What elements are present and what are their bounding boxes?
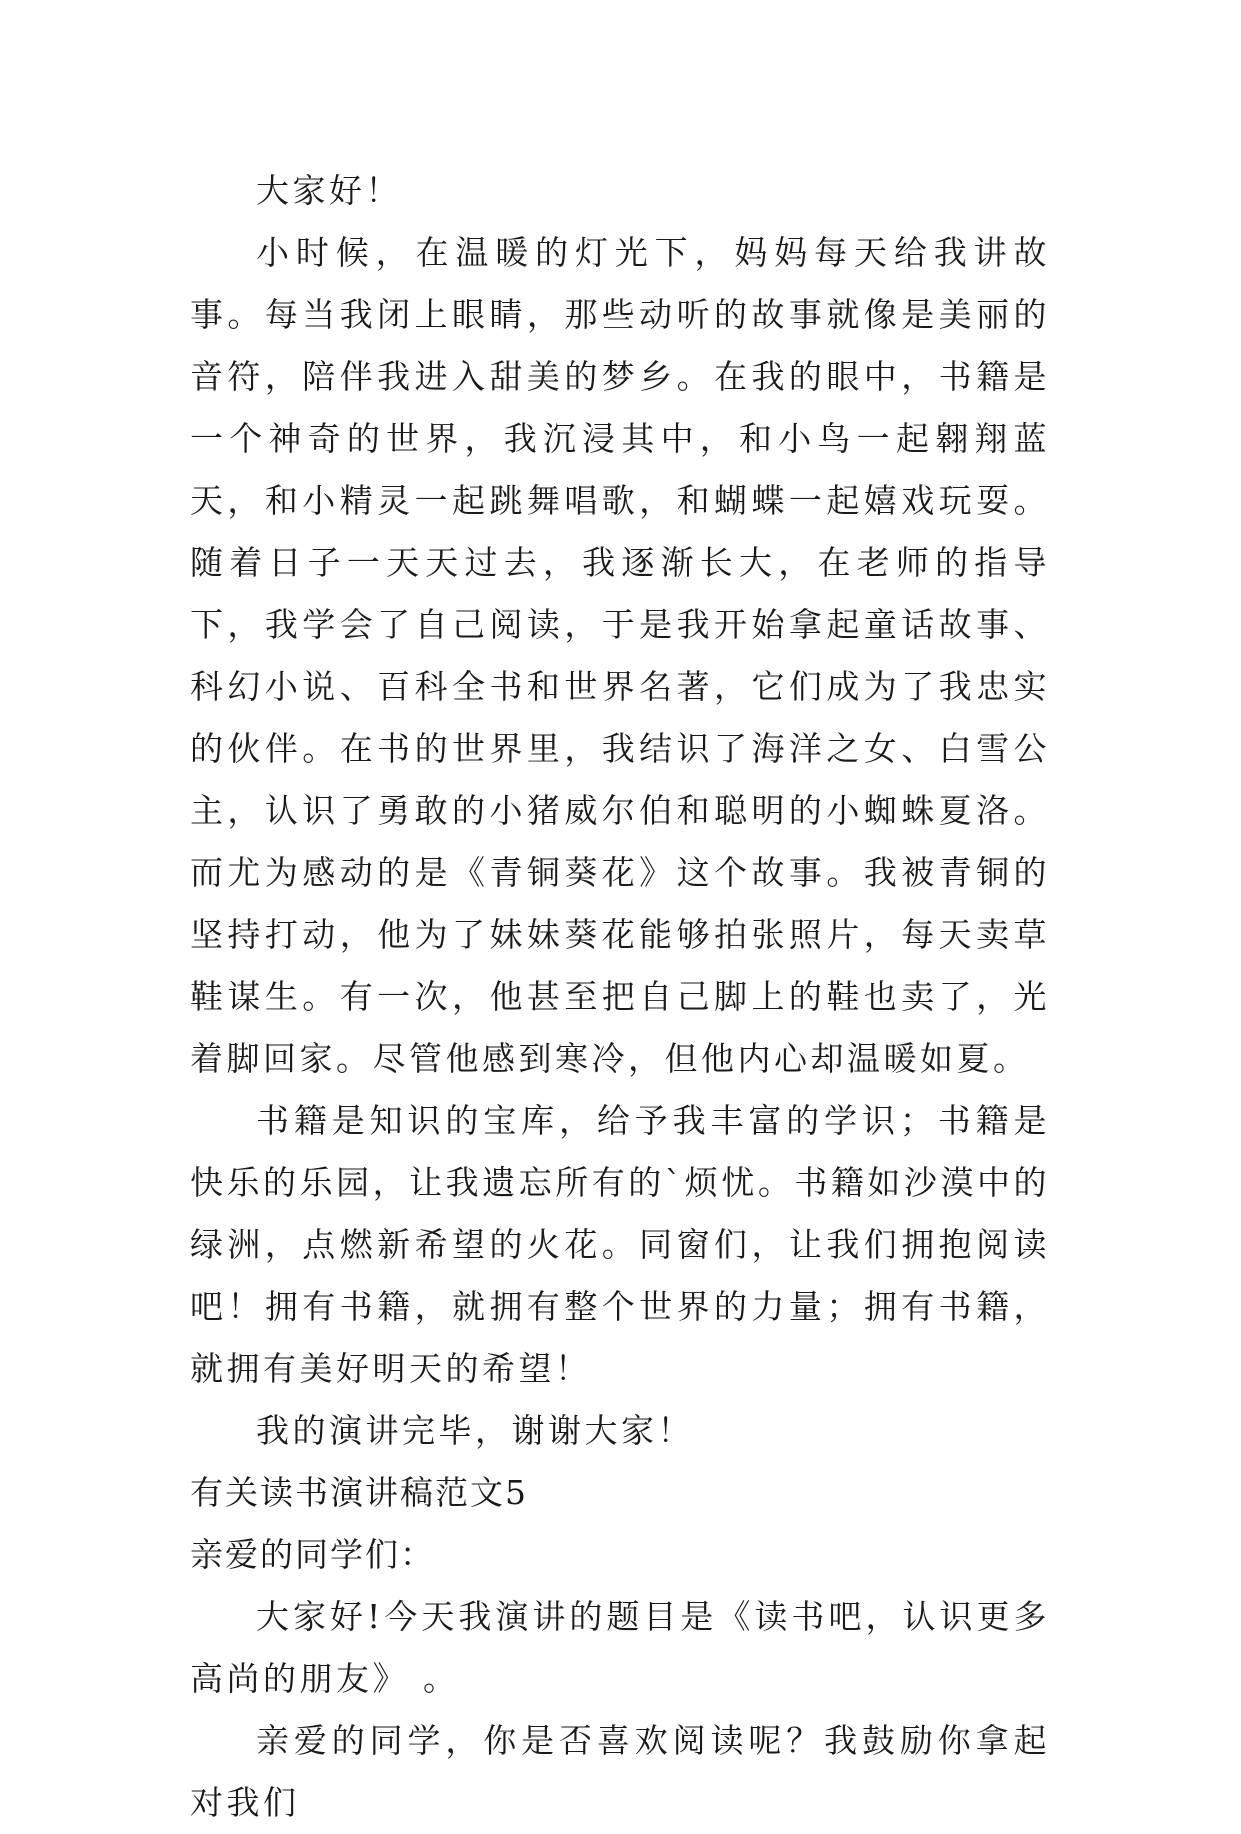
paragraph-childhood-story: 小时候，在温暖的灯光下，妈妈每天给我讲故事。每当我闭上眼睛，那些动听的故事就像是美丽的音符，陪伴我进入甜美的梦乡。在我的眼中，书籍是一个神奇的世界，我沉浸其中，和小鸟一起翱翔蓝天，和小精灵一起跳舞唱歌，和蝴蝶一起嬉戏玩耍。随着日子一天天过去，我逐渐长大，在老师的指导下，我学会了自己阅读，于是我开始拿起童话故事、科幻小说、百科全书和世界名著，它们成为了我忠实的伙伴。在书的世界里，我结识了海洋之女、白雪公主，认识了勇敢的小猪威尔伯和聪明的小蜘蛛夏洛。而尤为感动的是《青铜葵花》这个故事。我被青铜的坚持打动，他为了妹妹葵花能够拍张照片，每天卖草鞋谋生。有一次，他甚至把自己脚上的鞋也卖了，光着脚回家。尽管他感到寒冷，但他内心却温暖如夏。 (190, 233, 1050, 1078)
section-title: 有关读书演讲稿范文5 (190, 1473, 528, 1512)
paragraph-greeting: 大家好！ (256, 171, 402, 210)
salutation: 亲爱的同学们： (190, 1535, 435, 1574)
paragraph-topic-intro: 大家好!今天我演讲的题目是《读书吧，认识更多高尚的朋友》 。 (190, 1597, 1050, 1698)
paragraph-books-treasure: 书籍是知识的宝库，给予我丰富的学识；书籍是快乐的乐园，让我遗忘所有的`烦忧。书籍如沙漠中的绿洲，点燃新希望的火花。同窗们，让我们拥抱阅读吧！拥有书籍，就拥有整个世界的力量；拥有书籍，就拥有美好明天的希望！ (190, 1101, 1050, 1388)
paragraph-reading-question: 亲爱的同学，你是否喜欢阅读呢？我鼓励你拿起对我们 (190, 1721, 1050, 1822)
paragraph-closing: 我的演讲完毕，谢谢大家！ (256, 1411, 694, 1450)
document-body (190, 160, 1050, 1834)
